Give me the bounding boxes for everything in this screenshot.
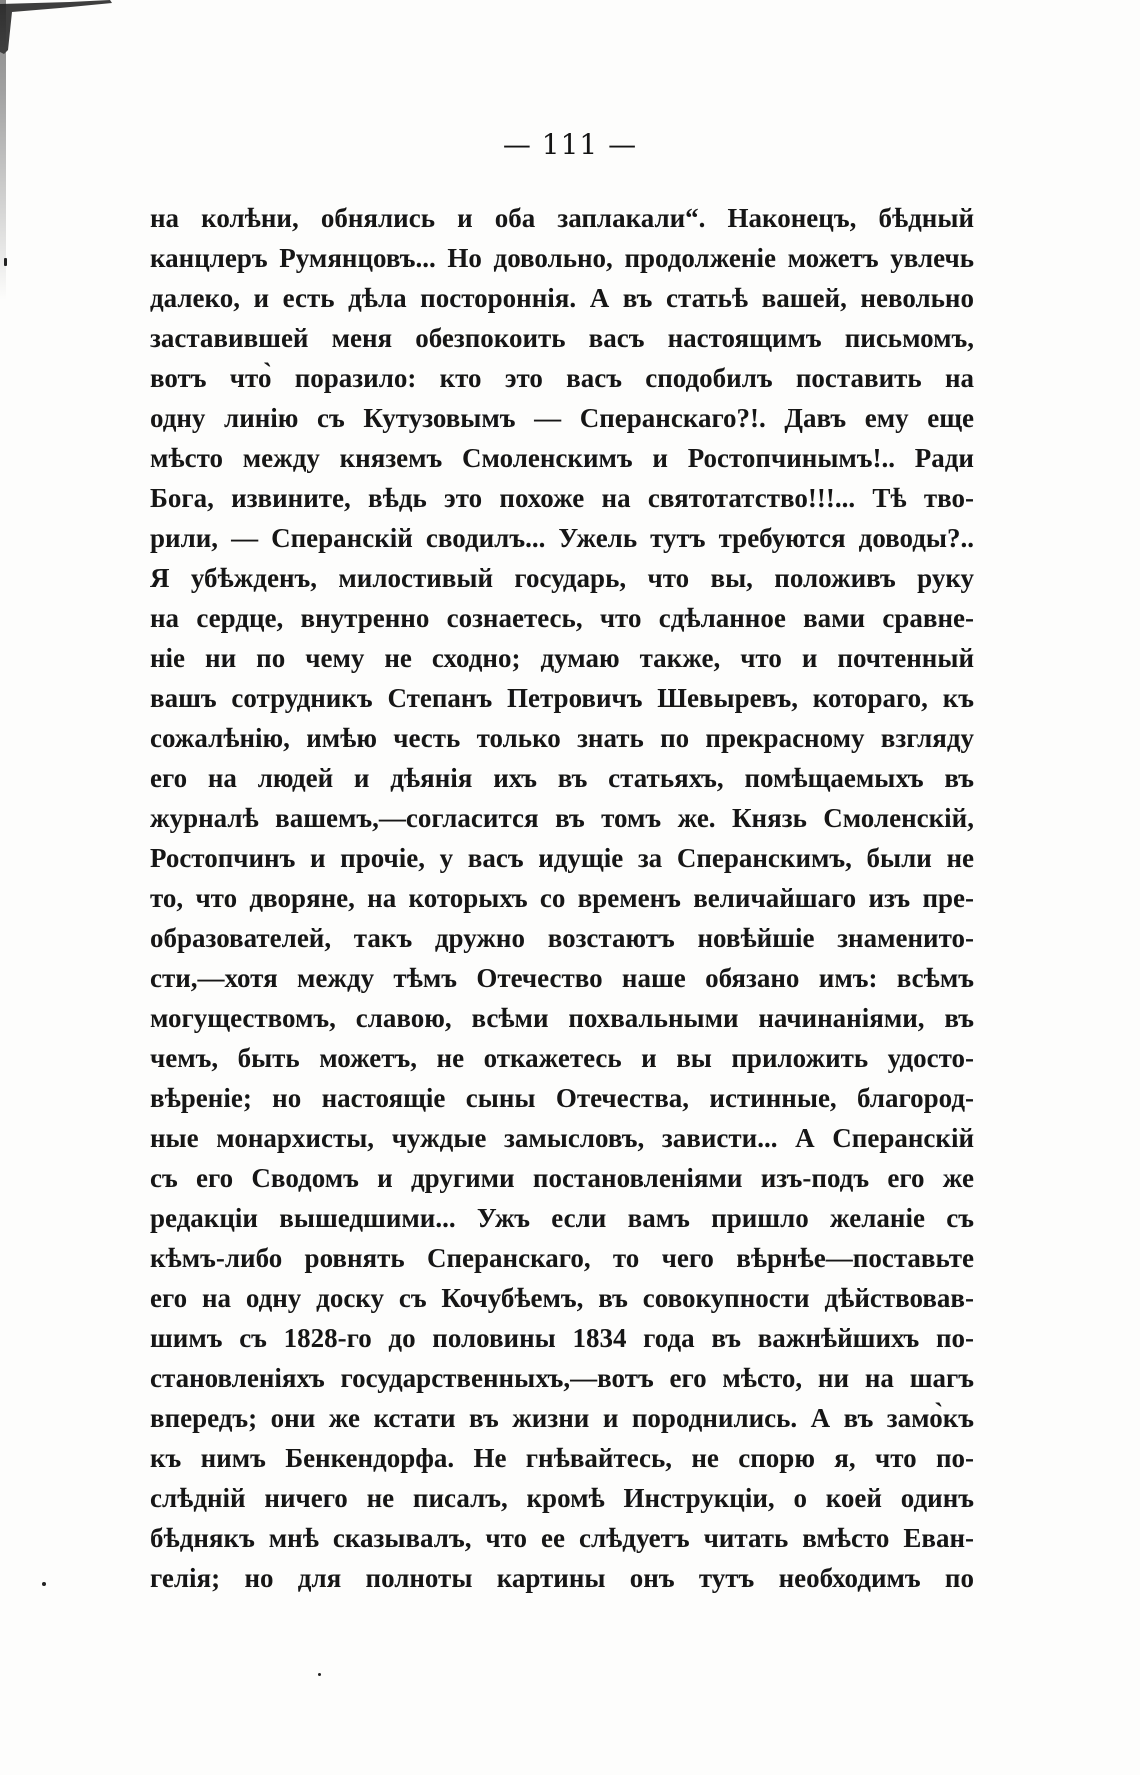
text-line: сти,—хотя между тѣмъ Отечество наше обязано имъ: всѣмъ <box>150 963 974 993</box>
text-line: съ его Сводомъ и другими постановленіями изъ-подъ его же <box>150 1163 974 1193</box>
text-line: на колѣни, обнялись и оба заплакали“. Наконецъ, бѣдный <box>150 203 974 233</box>
text-line: образователей, такъ дружно возстаютъ новѣйшіе знаменито- <box>150 923 974 953</box>
text-line: то, что дворяне, на которыхъ со временъ величайшаго изъ пре- <box>150 883 974 913</box>
text-line: редакціи вышедшими... Ужъ если вамъ пришло желаніе съ <box>150 1203 974 1233</box>
text-line: гелія; но для полноты картины онъ тутъ необходимъ по <box>150 1563 974 1593</box>
text-line: кѣмъ-либо ровнять Сперанскаго, то чего вѣрнѣе—поставьте <box>150 1243 974 1273</box>
text-line: заставившей меня обезпокоить васъ настоящимъ письмомъ, <box>150 323 974 353</box>
text-line: одну линію съ Кутузовымъ — Сперанскаго?!. Давъ ему еще <box>150 403 974 433</box>
text-line: рили, — Сперанскій сводилъ... Ужель тутъ требуются доводы?.. <box>150 523 974 553</box>
text-line: сожалѣнію, имѣю честь только знать по прекрасному взгляду <box>150 723 974 753</box>
text-line: ніе ни по чему не сходно; думаю также, что и почтенный <box>150 643 974 673</box>
scan-speck <box>42 1582 46 1586</box>
text-line: къ нимъ Бенкендорфа. Не гнѣвайтесь, не спорю я, что по- <box>150 1443 974 1473</box>
text-line: вѣреніе; но настоящіе сыны Отечества, истинные, благород- <box>150 1083 974 1113</box>
page-number: — 111 — <box>502 128 638 161</box>
text-line: становленіяхъ государственныхъ,—вотъ его мѣсто, ни на шагъ <box>150 1363 974 1393</box>
body-text <box>150 198 974 1598</box>
text-line: далеко, и есть дѣла постороннія. А въ статьѣ вашей, невольно <box>150 283 974 313</box>
text-line: вашъ сотрудникъ Степанъ Петровичъ Шевыревъ, котораго, къ <box>150 683 974 713</box>
text-line: Ростопчинъ и прочіе, у васъ идущіе за Сперанскимъ, были не <box>150 843 974 873</box>
text-line: бѣднякъ мнѣ сказывалъ, что ее слѣдуетъ читать вмѣсто Еван- <box>150 1523 974 1553</box>
scan-speck <box>4 258 7 266</box>
text-line: вотъ что̀ поразило: кто это васъ сподобилъ поставить на <box>150 363 974 393</box>
text-line: мѣсто между княземъ Смоленскимъ и Ростопчинымъ!.. Ради <box>150 443 974 473</box>
text-line: Бога, извините, вѣдь это похоже на святотатство!!!... Тѣ тво- <box>150 483 974 513</box>
text-line: канцлеръ Румянцовъ... Но довольно, продолженіе можетъ увлечь <box>150 243 974 273</box>
text-line: его на одну доску съ Кочубѣемъ, въ совокупности дѣйствовав- <box>150 1283 974 1313</box>
text-line: Я убѣжденъ, милостивый государь, что вы, положивъ руку <box>150 563 974 593</box>
text-line: журналѣ вашемъ,—согласится въ томъ же. Князь Смоленскій, <box>150 803 974 833</box>
text-line: чемъ, быть можетъ, не откажетесь и вы приложить удосто- <box>150 1043 974 1073</box>
scan-speck <box>318 1673 321 1676</box>
text-line: могуществомъ, славою, всѣми похвальными начинаніями, въ <box>150 1003 974 1033</box>
text-line: слѣдній ничего не писалъ, кромѣ Инструкціи, о коей одинъ <box>150 1483 974 1513</box>
text-line: его на людей и дѣянія ихъ въ статьяхъ, помѣщаемыхъ въ <box>150 763 974 793</box>
text-line: шимъ съ 1828-го до половины 1834 года въ важнѣйшихъ по- <box>150 1323 974 1353</box>
text-line: на сердце, внутренно сознаетесь, что сдѣланное вами сравне- <box>150 603 974 633</box>
text-line: ные монархисты, чуждые замысловъ, зависти... А Сперанскій <box>150 1123 974 1153</box>
page-corner-scan-mark <box>0 0 120 60</box>
text-line: впередъ; они же кстати въ жизни и породнились. А въ замо̀къ <box>150 1403 974 1433</box>
